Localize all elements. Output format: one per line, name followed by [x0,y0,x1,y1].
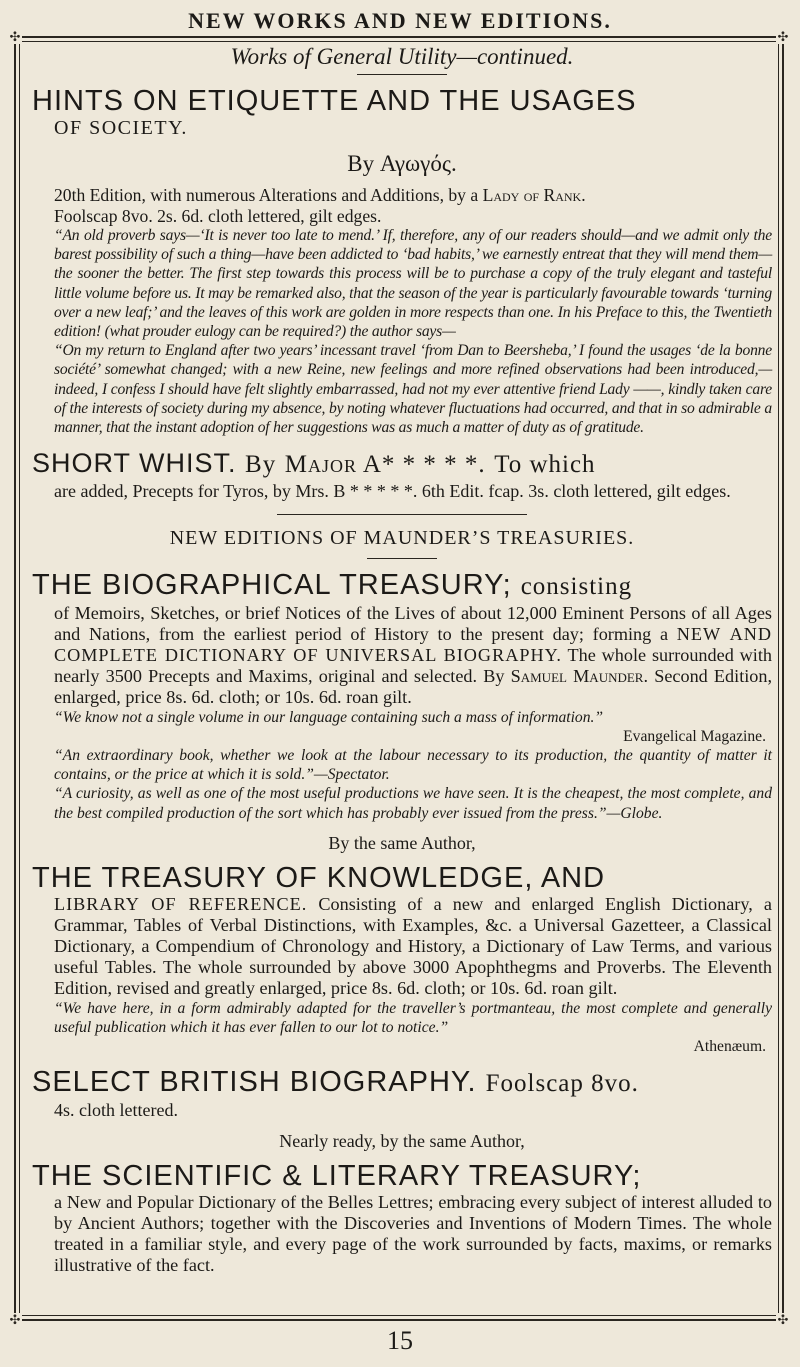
listing-biographical-treasury [32,569,772,823]
listing-byline: By Αγωγός. [347,151,457,176]
listing-title-rest: Foolscap 8vo. [485,1070,639,1098]
listing-body-part-3: Second Edition, enlarged, price 8s. 6d. cloth; or 10s. 6d. roan gilt. [54,665,773,707]
divider [367,558,437,559]
frame-corner-ornament-icon: ✣ [777,1312,789,1327]
review-quote-1: “We know not a single volume in our language containing such a mass of information.” [54,708,604,726]
listing-subtitle: LIBRARY OF REFERENCE. [54,893,308,914]
listing-title: SHORT WHIST. [32,448,237,479]
listing-body-part-2: The whole surrounded with nearly 3500 Precepts and Maxims, original and selected. By [54,644,772,686]
review-extract-continued: “On my return to England after two years’ incessant travel ‘from Dan to Beersheba,’ I found the usages ‘de la bonne société’ somewhat changed; with a new Reine, new feelings and more refined observations had been introduced,—indeed, I confess I should have felt slightly embarrassed, had not my ever attentive friend Lady ——, kindly taken care of the interests of society during my absence, by noting whatever fluctuations had occurred, and that in so admirable a manner, that the instant adoption of her suggestions was as much a matter of duty as of gratitude. [54,342,772,437]
frame-corner-ornament-icon: ✣ [9,29,21,44]
listing-title: THE TREASURY OF KNOWLEDGE, AND [32,861,606,894]
listing-title-line [32,1066,772,1100]
page-content [32,44,772,1286]
review-extract: “An old proverb says—‘It is never too late to mend.’ If, therefore, any of our readers should—and we admit only the barest possibility of such a thing—have been addicted to ‘bad habits,’ we earnestly entreat that they will mend them—the sooner the better. The first step towards this process will be to purchase a copy of the truly elegant and tasteful little volume before us. It may be remarked also, that the season of the year is particularly favourable towards ‘turning over a new leaf;’ and the leaves of this work are golden in more respects than one. In his Preface to this, the Twentieth edition! (what prouder eulogy can be required?) the author says— [54,227,772,341]
listing-body: 4s. cloth lettered. [54,1100,178,1121]
listing-title: THE SCIENTIFIC & LITERARY TREASURY; [32,1159,642,1192]
review-quote-2: “An extraordinary book, whether we look at the labour necessary to its production, the quantity of matter it contains, or the price at which it is sold.”—Spectator. [54,746,772,784]
listing-by: By [245,451,277,479]
listing-body: are added, Precepts for Tyros, by Mrs. B * * * * *. 6th Edit. fcap. 3s. cloth lettered, gilt edges. [54,481,731,502]
divider [357,74,447,75]
listing-scientific-literary-treasury [32,1160,772,1276]
listing-body-caps: NEW AND COMPLETE DICTIONARY OF UNIVERSAL BIOGRAPHY. [54,623,772,665]
same-author-line: By the same Author, [328,832,476,853]
review-quote-3: “A curiosity, as well as one of the most useful productions we have seen. It is the cheapest, the most complete, and the best compiled production of the sort which has probably ever issued from the press.”—Globe. [54,785,772,822]
listing-title: SELECT BRITISH BIOGRAPHY. [32,1066,477,1099]
listing-body [32,894,772,999]
edition-text: 20th Edition, with numerous Alterations and Additions, by a [54,185,479,205]
edition-author: Lady of Rank [482,185,582,205]
format-line: Foolscap 8vo. 2s. 6d. cloth lettered, gilt edges. [54,205,382,226]
listing-title-line [32,447,772,481]
listing-title-rest: To which [494,451,596,479]
edition-line [32,185,772,206]
listing-title-line [32,569,772,603]
running-head: NEW WORKS AND NEW EDITIONS. [188,8,612,33]
listing-title: HINTS ON ETIQUETTE AND THE USAGES [32,85,637,117]
edition-end: . [581,185,586,205]
listing-body [32,603,772,708]
listing-body-part-1: of Memoirs, Sketches, or brief Notices of the Lives of about 12,000 Eminent Persons of all Ages and Nations, from the earliest period of History to the present day; forming a [54,602,772,644]
listing-title-rest: consisting [520,572,633,600]
frame-corner-ornament-icon: ✣ [9,1312,21,1327]
divider [277,514,527,515]
frame-corner-ornament-icon: ✣ [777,29,789,44]
listing-treasury-of-knowledge [32,862,772,1056]
listing-title: THE BIOGRAPHICAL TREASURY; [32,568,512,601]
listing-author: Major A* * * * *. [284,451,486,479]
maunder-heading: NEW EDITIONS OF MAUNDER’S TREASURIES. [169,526,635,549]
listing-author: Samuel Maunder. [510,665,649,686]
listing-hints-on-etiquette [32,85,772,437]
review-source: Athenæum. [693,1038,766,1056]
listing-body: a New and Popular Dictionary of the Belles Lettres; embracing every subject of interest alluded to by Ancient Authors; together with the Discoveries and Inventions of Modern Times. The whole treated in a familiar style, and every page of the work surrounded by facts, maxims, or remarks illustrative of the fact. [54,1191,772,1275]
nearly-ready-line: Nearly ready, by the same Author, [279,1130,525,1151]
review-quote: “We have here, in a form admirably adapted for the traveller’s portmanteau, the most complete and generally useful publication which it has ever fallen to our lot to notice.” [54,999,772,1036]
listing-subtitle: OF SOCIETY. [54,117,188,139]
review-source-1: Evangelical Magazine. [623,727,766,745]
listing-select-british-biography [32,1066,772,1121]
listing-body-text: Consisting of a new and enlarged English Dictionary, a Grammar, Tables of Verbal Distinctions, with Examples, &c. a Universal Gazetteer, a Classical Dictionary, a Compendium of Chronology and History, a Dictionary of Law Terms, and various useful Tables. The whole surrounded by above 3000 Apophthegms and Proverbs. The Eleventh Edition, revised and greatly enlarged, price 8s. 6d. cloth; or 10s. 6d. roan gilt. [54,893,772,998]
page-number: 15 [387,1326,413,1355]
listing-short-whist [32,447,772,502]
section-heading: Works of General Utility—continued. [230,44,574,69]
